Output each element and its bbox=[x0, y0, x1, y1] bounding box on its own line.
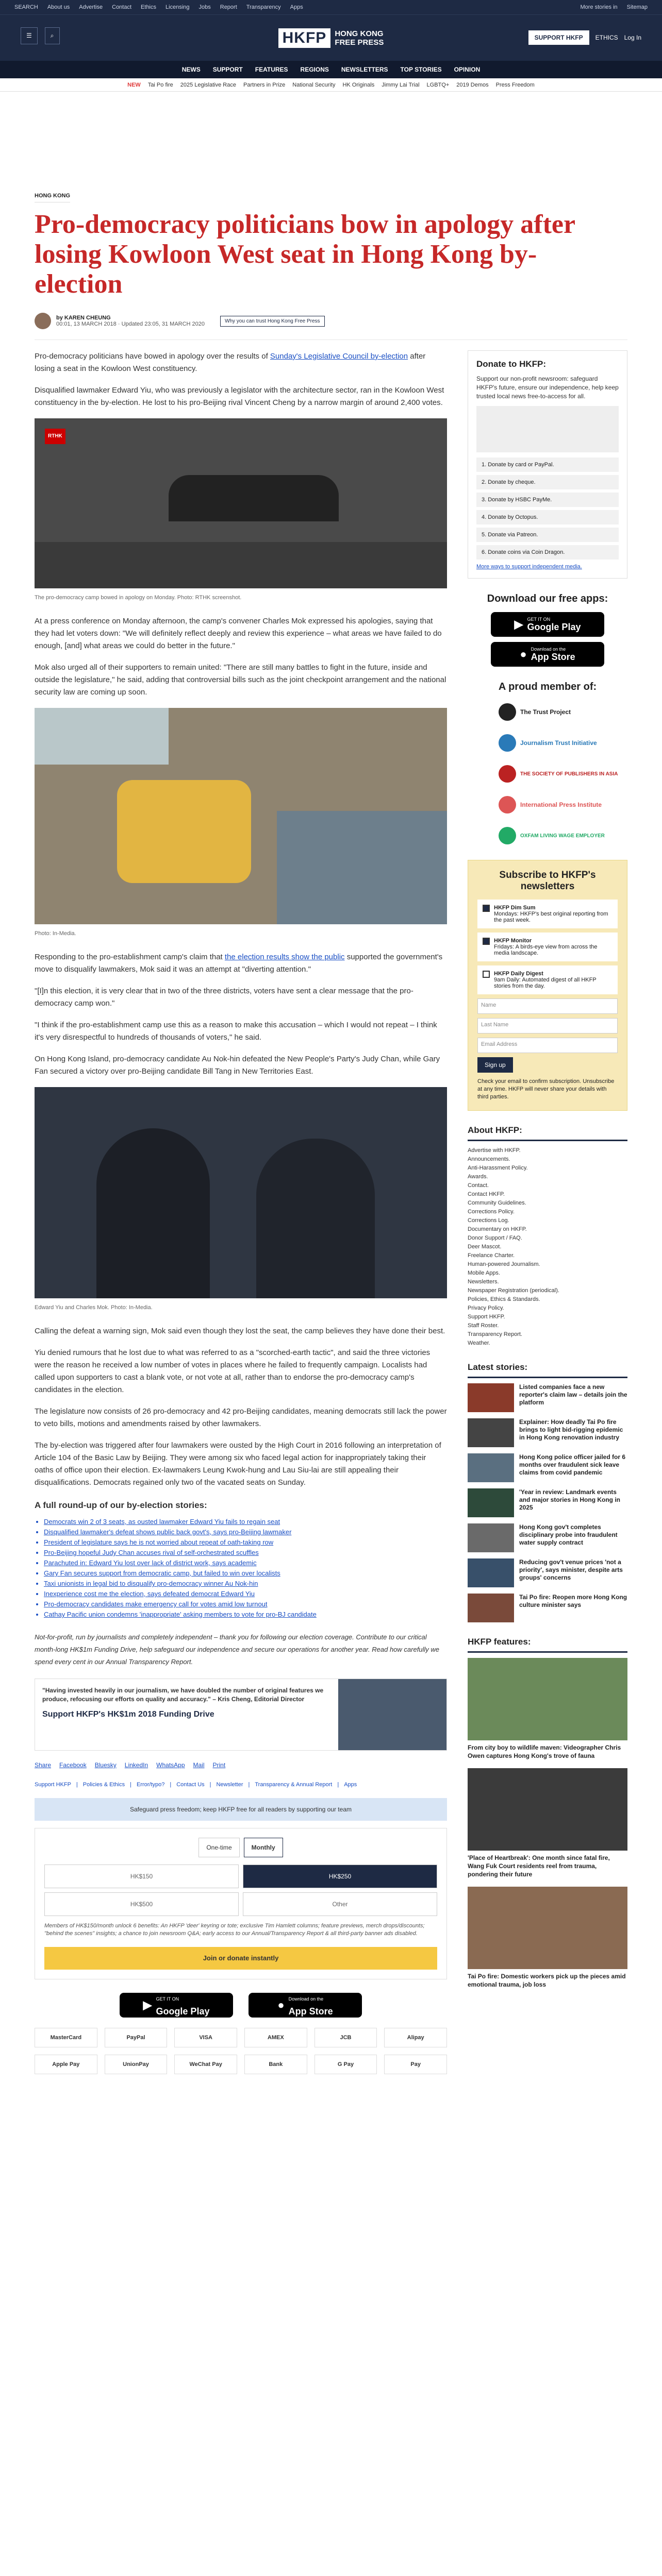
sopa-icon bbox=[499, 765, 516, 783]
caption-2: Photo: In-Media. bbox=[35, 930, 76, 937]
footlink-3[interactable]: Contact Us bbox=[176, 1782, 205, 1788]
feature-image-0[interactable] bbox=[468, 1658, 627, 1740]
latest-story[interactable] bbox=[468, 1418, 627, 1447]
roundup-link-0[interactable]: • Democrats win 2 of 3 seats, as ousted lawmaker Edward Yiu fails to regain seat bbox=[44, 1517, 447, 1527]
story-thumbnail bbox=[468, 1383, 514, 1412]
checkbox-checked[interactable] bbox=[483, 938, 490, 945]
paragraph-4: Mok also urged all of their supporters to remain united: "There are still many battles to fight in the future, inside and outside the legislature," he said, adding that controversial bills such as the joint checkpoint arrangement and the national security law are coming up soon. bbox=[35, 663, 446, 697]
topbar-item-7[interactable]: Report bbox=[220, 4, 237, 10]
email-field[interactable]: Email Address bbox=[477, 1038, 618, 1053]
donate-option-3[interactable]: 4. Donate by Octopus. bbox=[476, 510, 619, 524]
photo-counting bbox=[35, 708, 447, 924]
logo-box: HKFP bbox=[278, 28, 331, 48]
newsletter-note: Check your email to confirm subscription. Unsubscribe at any time. HKFP will never share your details with third parties. bbox=[477, 1078, 615, 1100]
donate-option-2[interactable]: 3. Donate by HSBC PayMe. bbox=[476, 493, 619, 507]
promo-title: Support HKFP's HK$1m 2018 Funding Drive bbox=[42, 1710, 214, 1719]
topbar-item-4[interactable]: Ethics bbox=[141, 4, 157, 10]
about-link[interactable]: Mobile Apps. bbox=[468, 1270, 500, 1276]
nav-features[interactable]: FEATURES bbox=[255, 66, 288, 73]
about-link[interactable]: Community Guidelines. bbox=[468, 1200, 526, 1206]
pay-gpay-icon: G Pay bbox=[315, 2055, 377, 2074]
about-list bbox=[468, 1146, 627, 1348]
login-link[interactable]: Log In bbox=[624, 34, 641, 41]
about-link[interactable]: Donor Support / FAQ. bbox=[468, 1235, 522, 1241]
funding-promo[interactable] bbox=[35, 1679, 447, 1751]
roundup-link-6[interactable]: • Taxi unionists in legal bid to disqualify pro-democracy winner Au Nok-hin bbox=[44, 1579, 447, 1589]
pay-alipay-icon: Alipay bbox=[384, 2028, 447, 2047]
latest-story[interactable] bbox=[468, 1594, 627, 1622]
footlink-6[interactable]: Apps bbox=[344, 1782, 357, 1788]
latest-story[interactable] bbox=[468, 1488, 627, 1517]
page-wrapper bbox=[35, 92, 627, 2074]
newsletter-option-2[interactable]: HKFP Daily Digest 9am Daily: Automated digest of all HKFP stories from the day. bbox=[477, 965, 618, 994]
trend-3[interactable]: National Security bbox=[292, 81, 336, 88]
google-play-icon: ▶ bbox=[514, 618, 523, 631]
share-print[interactable]: Print bbox=[212, 1761, 226, 1769]
byline: by KAREN CHEUNG 00:01, 13 MARCH 2018 · Updated 23:05, 31 MARCH 2020 Why you can trust Hong Kong Free Press bbox=[35, 313, 627, 329]
features-section bbox=[468, 1637, 627, 1989]
story-thumbnail bbox=[468, 1453, 514, 1482]
roundup-link-1[interactable]: • Disqualified lawmaker's defeat shows public back govt's, says pro-Beijing lawmaker bbox=[44, 1527, 447, 1537]
pay-amex-icon: AMEX bbox=[244, 2028, 307, 2047]
feature-title-2[interactable]: Tai Po fire: Domestic workers pick up the pieces amid emotional trauma, job loss bbox=[468, 1973, 626, 1988]
author-avatar bbox=[35, 313, 51, 329]
about-link[interactable]: Transparency Report. bbox=[468, 1331, 522, 1337]
donate-option-0[interactable]: 1. Donate by card or PayPal. bbox=[476, 457, 619, 472]
masthead-right bbox=[528, 30, 641, 45]
app-store-badge-bottom[interactable]: ● Download on the App Store bbox=[249, 1993, 362, 2018]
promo-photo bbox=[338, 1679, 446, 1750]
story-thumbnail bbox=[468, 1594, 514, 1622]
article-footer-links: Support HKFP | Policies & Ethics | Error/typo? | Contact Us | Newsletter | Transparency & Annual Report | Apps bbox=[35, 1778, 447, 1791]
name-field[interactable]: Name bbox=[477, 998, 618, 1014]
about-link[interactable]: Advertise with HKFP. bbox=[468, 1147, 521, 1154]
trend-0[interactable]: Tai Po fire bbox=[147, 81, 173, 88]
topbar-item-8[interactable]: Transparency bbox=[246, 4, 281, 10]
about-link[interactable]: Policies, Ethics & Standards. bbox=[468, 1296, 540, 1302]
about-link[interactable]: Freelance Charter. bbox=[468, 1252, 515, 1259]
roundup-link-3[interactable]: • Pro-Beijing hopeful Judy Chan accuses rival of self-orchestrated scuffles bbox=[44, 1548, 447, 1558]
newsletter-title: Subscribe to HKFP's newsletters bbox=[499, 870, 596, 892]
about-link[interactable]: Support HKFP. bbox=[468, 1314, 505, 1320]
member-jti[interactable]: Journalism Trust Initiative bbox=[499, 731, 627, 755]
paragraph-7: "I think if the pro-establishment camp use this as a reason to make this accusation – which I would not repeat – I think it's very disrespectful to hundreds of thousands of voters," he said. bbox=[35, 1021, 437, 1042]
topbar-item-10[interactable]: More stories in bbox=[580, 4, 618, 10]
paragraph-5: Responding to the pro-establishment camp's claim that the election results show the public supported the government's move to disqualify lawmakers, Mok said it was an attempt at "diverting attention." bbox=[35, 953, 443, 974]
link-by-election[interactable]: Sunday's Legislative Council by-election bbox=[270, 352, 408, 361]
about-link[interactable]: Privacy Policy. bbox=[468, 1305, 504, 1311]
share-facebook[interactable]: Facebook bbox=[59, 1761, 87, 1769]
about-link[interactable]: Documentary on HKFP. bbox=[468, 1226, 527, 1232]
donate-text: Support our non-profit newsroom: safeguard HKFP's future, ensure our independence, help keep trusted local news free-to-access for all. bbox=[476, 375, 619, 400]
features-title: HKFP features: bbox=[468, 1637, 627, 1653]
paragraph-3: At a press conference on Monday afternoon, the camp's convener Charles Mok expressed his apologies, saying that they had let voters down: "We will definitely reflect deeply and review this experience – what areas we have failed to do enough, [and] what areas we could do better in the future." bbox=[35, 617, 442, 650]
app-store-badge[interactable]: ● Download on the App Store bbox=[491, 642, 604, 667]
latest-story[interactable] bbox=[468, 1523, 627, 1552]
footlink-4[interactable]: Newsletter bbox=[216, 1782, 243, 1788]
logo-line-1: HONG KONG bbox=[335, 29, 384, 38]
main-nav bbox=[0, 61, 662, 78]
newsletter-box bbox=[468, 860, 627, 1111]
story-thumbnail bbox=[468, 1488, 514, 1517]
search-icon[interactable]: ⌕ bbox=[45, 27, 60, 44]
about-link[interactable]: Corrections Policy. bbox=[468, 1209, 515, 1215]
pay-other-icon: Pay bbox=[384, 2055, 447, 2074]
member-ipi[interactable]: International Press Institute bbox=[499, 793, 627, 817]
paragraph-9: Calling the defeat a warning sign, Mok said even though they lost the seat, the camp believes they have done their best. bbox=[35, 1327, 445, 1335]
about-link[interactable]: Awards. bbox=[468, 1174, 488, 1180]
footlink-0[interactable]: Support HKFP bbox=[35, 1782, 71, 1788]
story-thumbnail bbox=[468, 1418, 514, 1447]
footlink-2[interactable]: Error/typo? bbox=[136, 1782, 165, 1788]
about-section bbox=[468, 1125, 627, 1348]
topbar-item-2[interactable]: Advertise bbox=[79, 4, 103, 10]
pay-jcb-icon: JCB bbox=[315, 2028, 377, 2047]
top-utility-bar bbox=[0, 0, 662, 14]
tab-monthly[interactable]: Monthly bbox=[244, 1838, 283, 1857]
latest-list bbox=[468, 1383, 627, 1622]
ipi-icon bbox=[499, 796, 516, 814]
paragraph-8: On Hong Kong Island, pro-democracy candidate Au Nok-hin defeated the New People's Party's Judy Chan, while Gary Fan secured a victory over pro-Beijing candidate Bill Tang in New Territories East. bbox=[35, 1055, 440, 1076]
paragraph-12: The by-election was triggered after four lawmakers were ousted by the High Court in 2016 following an interpretation of Article 104 of the Basic Law by Beijing. They were among six who faced legal action for inappropriately taking their oaths of office upon their election. Ex-lawmakers Leung Kwok-hung and Lau Siu-lai are still appealing their disqualifications. Democrats regained only two of the vacated seats on Sunday. bbox=[35, 1441, 441, 1487]
nav-top-stories[interactable]: TOP STORIES bbox=[400, 66, 442, 73]
about-link[interactable]: Anti-Harassment Policy. bbox=[468, 1165, 528, 1171]
about-link[interactable]: Weather. bbox=[468, 1340, 490, 1346]
topbar-item-3[interactable]: Contact bbox=[112, 4, 132, 10]
member-sopa[interactable]: THE SOCIETY OF PUBLISHERS IN ASIA bbox=[499, 762, 627, 786]
trend-2[interactable]: Partners in Prize bbox=[243, 81, 286, 88]
roundup-link-2[interactable]: • President of legislature says he is not worried about repeat of oath-taking row bbox=[44, 1537, 447, 1548]
paragraph-6: "[I]n this election, it is very clear that in two of the three districts, voters have sent a clear message that the pro-democracy camp won." bbox=[35, 987, 413, 1008]
story-headline: 'Year in review: Landmark events and major stories in Hong Kong in 2025 bbox=[519, 1488, 621, 1511]
jti-icon bbox=[499, 734, 516, 752]
trend-5[interactable]: Jimmy Lai Trial bbox=[382, 81, 420, 88]
newsletter-option-0[interactable]: HKFP Dim Sum Mondays: HKFP's best original reporting from the past week. bbox=[477, 900, 618, 928]
trust-project-icon bbox=[499, 703, 516, 721]
newsletter-option-1[interactable]: HKFP Monitor Fridays: A birds-eye view from across the media landscape. bbox=[477, 933, 618, 961]
latest-section bbox=[468, 1362, 627, 1622]
about-link[interactable]: Announcements. bbox=[468, 1156, 510, 1162]
more-ways-link[interactable]: More ways to support independent media. bbox=[476, 564, 582, 570]
story-thumbnail bbox=[468, 1558, 514, 1587]
share-bar bbox=[35, 1759, 447, 1771]
new-badge: NEW bbox=[127, 81, 141, 88]
sidebar bbox=[468, 350, 627, 2074]
support-hkfp-button[interactable]: SUPPORT HKFP bbox=[528, 30, 589, 45]
pay-paypal-icon: PayPal bbox=[105, 2028, 168, 2047]
feature-image-1[interactable] bbox=[468, 1768, 627, 1851]
roundup-link-8[interactable]: • Pro-democracy candidates make emergency call for votes amid low turnout bbox=[44, 1599, 447, 1609]
share-bluesky[interactable]: Bluesky bbox=[94, 1761, 117, 1769]
pay-unionpay-icon: UnionPay bbox=[105, 2055, 168, 2074]
author-name[interactable]: by KAREN CHEUNG bbox=[56, 315, 111, 321]
trend-7[interactable]: 2019 Demos bbox=[456, 81, 489, 88]
article-body bbox=[35, 350, 447, 2074]
members-note: Members of HK$150/month unlock 6 benefits: An HKFP 'deer' keyring or tote; exclusive Tim Hamlett columns; feature previews, merch drops/discounts; "behind the scenes" insights; a chance to join newsroom Q&A; early access to our Annual/Transparency Report & all third-party banner ads disabled. bbox=[44, 1923, 425, 1937]
latest-title: Latest stories: bbox=[468, 1362, 627, 1378]
about-link[interactable]: Corrections Log. bbox=[468, 1217, 509, 1224]
pay-visa-icon: VISA bbox=[174, 2028, 237, 2047]
latest-story[interactable] bbox=[468, 1453, 627, 1482]
pay-bank-icon: Bank bbox=[244, 2055, 307, 2074]
amount-150[interactable]: HK$150 bbox=[44, 1865, 239, 1888]
photo-yiu-mok bbox=[35, 1087, 447, 1298]
funding-note: Not-for-profit, run by journalists and completely independent – thank you for following our election coverage. Contribute to our critical month-long HK$1m Funding Drive, help safeguard our independence and secure our operations for another year. Read how carefully we spend every cent in our Annual Transparency Report. bbox=[35, 1633, 440, 1666]
about-link[interactable]: Newsletters. bbox=[468, 1279, 499, 1285]
donate-box bbox=[468, 350, 627, 579]
tab-one-time[interactable]: One-time bbox=[198, 1838, 239, 1857]
amount-500[interactable]: HK$500 bbox=[44, 1892, 239, 1916]
rthk-logo: RTHK bbox=[45, 429, 65, 444]
footlink-5[interactable]: Transparency & Annual Report bbox=[255, 1782, 333, 1788]
roundup-list bbox=[35, 1517, 447, 1620]
topbar-item-5[interactable]: Licensing bbox=[166, 4, 190, 10]
caption-1: The pro-democracy camp bowed in apology on Monday. Photo: RTHK screenshot. bbox=[35, 595, 242, 601]
site-logo[interactable] bbox=[278, 28, 384, 48]
pay-mastercard-icon: MasterCard bbox=[35, 2028, 97, 2047]
story-headline: Explainer: How deadly Tai Po fire brings to light bid-rigging epidemic in Hong Kong renovation industry bbox=[519, 1418, 623, 1441]
section-tag[interactable]: HONG KONG bbox=[35, 193, 70, 202]
payment-methods bbox=[35, 2028, 447, 2074]
trend-1[interactable]: 2025 Legislative Race bbox=[180, 81, 236, 88]
pay-wechat-icon: WeChat Pay bbox=[174, 2055, 237, 2074]
nav-opinion[interactable]: OPINION bbox=[454, 66, 481, 73]
member-trust-project[interactable]: The Trust Project bbox=[499, 700, 627, 724]
paragraph-1: Pro-democracy politicians have bowed in apology over the results of Sunday's Legislative Council by-election after losing a seat in the Kowloon West constituency. bbox=[35, 352, 426, 373]
nav-newsletters[interactable]: NEWSLETTERS bbox=[341, 66, 388, 73]
about-link[interactable]: Staff Roster. bbox=[468, 1323, 499, 1329]
topbar-item-9[interactable]: Apps bbox=[290, 4, 303, 10]
logo-line-2: FREE PRESS bbox=[335, 38, 384, 47]
story-headline: Hong Kong police officer jailed for 6 months over fraudulent sick leave claims from covid pandemic bbox=[519, 1453, 626, 1476]
roundup-heading: A full round-up of our by-election stories: bbox=[35, 1500, 207, 1510]
roundup-link-7[interactable]: • Inexperience cost me the election, says defeated democrat Edward Yiu bbox=[44, 1589, 447, 1599]
roundup-link-9[interactable]: • Cathay Pacific union condemns 'inappropriate' asking members to vote for pro-BJ candidate bbox=[44, 1609, 447, 1620]
member-title: A proud member of: bbox=[498, 681, 597, 692]
apple-icon: ● bbox=[277, 1998, 285, 2011]
publish-date: 00:01, 13 MARCH 2018 bbox=[56, 321, 117, 327]
checkbox-checked[interactable] bbox=[483, 905, 490, 912]
amount-other[interactable]: Other bbox=[243, 1892, 437, 1916]
google-play-badge-bottom[interactable]: ▶ GET IT ON Google Play bbox=[120, 1993, 233, 2018]
topbar-item-11[interactable]: Sitemap bbox=[626, 4, 648, 10]
feature-title-0[interactable]: From city boy to wildlife maven: Videographer Chris Owen captures Hong Kong's trove of fauna bbox=[468, 1744, 621, 1759]
ethics-link[interactable]: ETHICS bbox=[595, 34, 618, 41]
donate-option-5[interactable]: 6. Donate coins via Coin Dragon. bbox=[476, 545, 619, 560]
donate-image bbox=[476, 406, 619, 452]
safeguard-banner[interactable]: Safeguard press freedom; keep HKFP free for all readers by supporting our team bbox=[35, 1798, 447, 1821]
footlink-1[interactable]: Policies & Ethics bbox=[82, 1782, 125, 1788]
donate-instantly-button[interactable]: Join or donate instantly bbox=[44, 1947, 437, 1970]
story-headline: Listed companies face a new reporter's claim law – details join the platform bbox=[519, 1383, 627, 1406]
about-title: About HKFP: bbox=[468, 1125, 627, 1141]
feature-title-1[interactable]: 'Place of Heartbreak': One month since fatal fire, Wang Fuk Court residents reel from trauma, pondering their future bbox=[468, 1854, 610, 1878]
story-headline: Tai Po fire: Reopen more Hong Kong culture minister says bbox=[519, 1594, 627, 1608]
oxfam-icon bbox=[499, 827, 516, 844]
nav-regions[interactable]: REGIONS bbox=[300, 66, 329, 73]
apple-icon: ● bbox=[520, 648, 527, 660]
donate-option-4[interactable]: 5. Donate via Patreon. bbox=[476, 528, 619, 542]
checkbox-unchecked[interactable] bbox=[483, 971, 490, 978]
signup-button[interactable]: Sign up bbox=[477, 1057, 513, 1073]
nav-support[interactable]: SUPPORT bbox=[212, 66, 243, 73]
trending-bar bbox=[0, 78, 662, 92]
latest-story[interactable] bbox=[468, 1383, 627, 1412]
story-headline: Reducing gov't venue prices 'not a priority', says minister, despite arts groups' concerns bbox=[519, 1558, 623, 1581]
google-play-icon: ▶ bbox=[143, 1998, 152, 2011]
paragraph-11: The legislature now consists of 26 pro-democracy and 42 pro-Beijing candidates, meaning democrats still lack the power to veto bills, motions and amendments raised by other lawmakers. bbox=[35, 1407, 447, 1428]
story-thumbnail bbox=[468, 1523, 514, 1552]
roundup-link-4[interactable]: • Parachuted in: Edward Yiu lost over lack of district work, says academic bbox=[44, 1558, 447, 1568]
about-link[interactable]: Newspaper Registration (periodical). bbox=[468, 1287, 559, 1294]
promo-quote: "Having invested heavily in our journalism, we have doubled the number of original features we produce, refocusing our efforts on quality and accuracy." – Kris Cheng, Editorial Director bbox=[42, 1687, 324, 1703]
paragraph-10: Yiu denied rumours that he lost due to what was referred to as a "scorched-earth tactic", and said the three victories were the reason he received a low number of votes in places where he failed to frequently campaign. Localists had called upon supporters to cast a blank vote, or not vote at all, rather than to endorse the pro-democracy camp's candidates in the election. bbox=[35, 1348, 431, 1394]
trend-4[interactable]: HK Originals bbox=[342, 81, 375, 88]
about-link[interactable]: Contact. bbox=[468, 1182, 489, 1189]
share-linkedin[interactable]: LinkedIn bbox=[124, 1761, 148, 1769]
masthead-left bbox=[21, 27, 60, 44]
link-results[interactable]: the election results show the public bbox=[224, 953, 345, 961]
trend-8[interactable]: Press Freedom bbox=[495, 81, 535, 88]
trust-button[interactable]: Why you can trust Hong Kong Free Press bbox=[220, 316, 325, 327]
share-label: Share bbox=[35, 1761, 52, 1769]
roundup-link-5[interactable]: • Gary Fan secures support from democratic camp, but failed to win over localists bbox=[44, 1568, 447, 1579]
topbar-item-6[interactable]: Jobs bbox=[198, 4, 211, 10]
menu-icon[interactable]: ☰ bbox=[21, 27, 38, 44]
trend-6[interactable]: LGBTQ+ bbox=[426, 81, 450, 88]
apps-title: Download our free apps: bbox=[487, 593, 608, 604]
nav-news[interactable]: NEWS bbox=[181, 66, 201, 73]
caption-3: Edward Yiu and Charles Mok. Photo: In-Media. bbox=[35, 1304, 153, 1311]
last-name-field[interactable]: Last Name bbox=[477, 1018, 618, 1033]
donation-widget bbox=[35, 1828, 447, 1979]
content-columns bbox=[35, 340, 627, 2074]
topbar-item-0[interactable]: SEARCH bbox=[14, 4, 38, 10]
share-mail[interactable]: Mail bbox=[193, 1761, 205, 1769]
masthead bbox=[0, 14, 662, 61]
about-link[interactable]: Human-powered Journalism. bbox=[468, 1261, 540, 1267]
paragraph-2: Disqualified lawmaker Edward Yiu, who was previously a legislator with the architecture sector, ran in the Kowloon West constituency in the by-election. He lost to his pro-Beijing rival Vincent Cheng by a narrow margin of around 2,400 votes. bbox=[35, 386, 444, 407]
feature-image-2[interactable] bbox=[468, 1887, 627, 1969]
about-link[interactable]: Deer Mascot. bbox=[468, 1244, 502, 1250]
about-link[interactable]: Contact HKFP. bbox=[468, 1191, 505, 1197]
amount-250[interactable]: HK$250 bbox=[243, 1865, 437, 1888]
donate-title: Donate to HKFP: bbox=[476, 359, 547, 369]
donate-option-1[interactable]: 2. Donate by cheque. bbox=[476, 475, 619, 489]
member-oxfam[interactable]: OXFAM LIVING WAGE EMPLOYER bbox=[499, 824, 627, 848]
latest-story[interactable] bbox=[468, 1558, 627, 1587]
share-whatsapp[interactable]: WhatsApp bbox=[156, 1761, 185, 1769]
topbar-item-1[interactable]: About us bbox=[47, 4, 70, 10]
story-headline: Hong Kong gov't completes disciplinary probe into fraudulent water supply contract bbox=[519, 1523, 618, 1546]
google-play-badge[interactable]: ▶ GET IT ON Google Play bbox=[491, 612, 604, 637]
photo-bowing bbox=[35, 418, 447, 588]
pay-applepay-icon: Apple Pay bbox=[35, 2055, 97, 2074]
updated-date: Updated 23:05, 31 MARCH 2020 bbox=[121, 321, 205, 327]
article-title: Pro-democracy politicians bow in apology after losing Kowloon West seat in Hong Kong by-election bbox=[35, 210, 575, 299]
